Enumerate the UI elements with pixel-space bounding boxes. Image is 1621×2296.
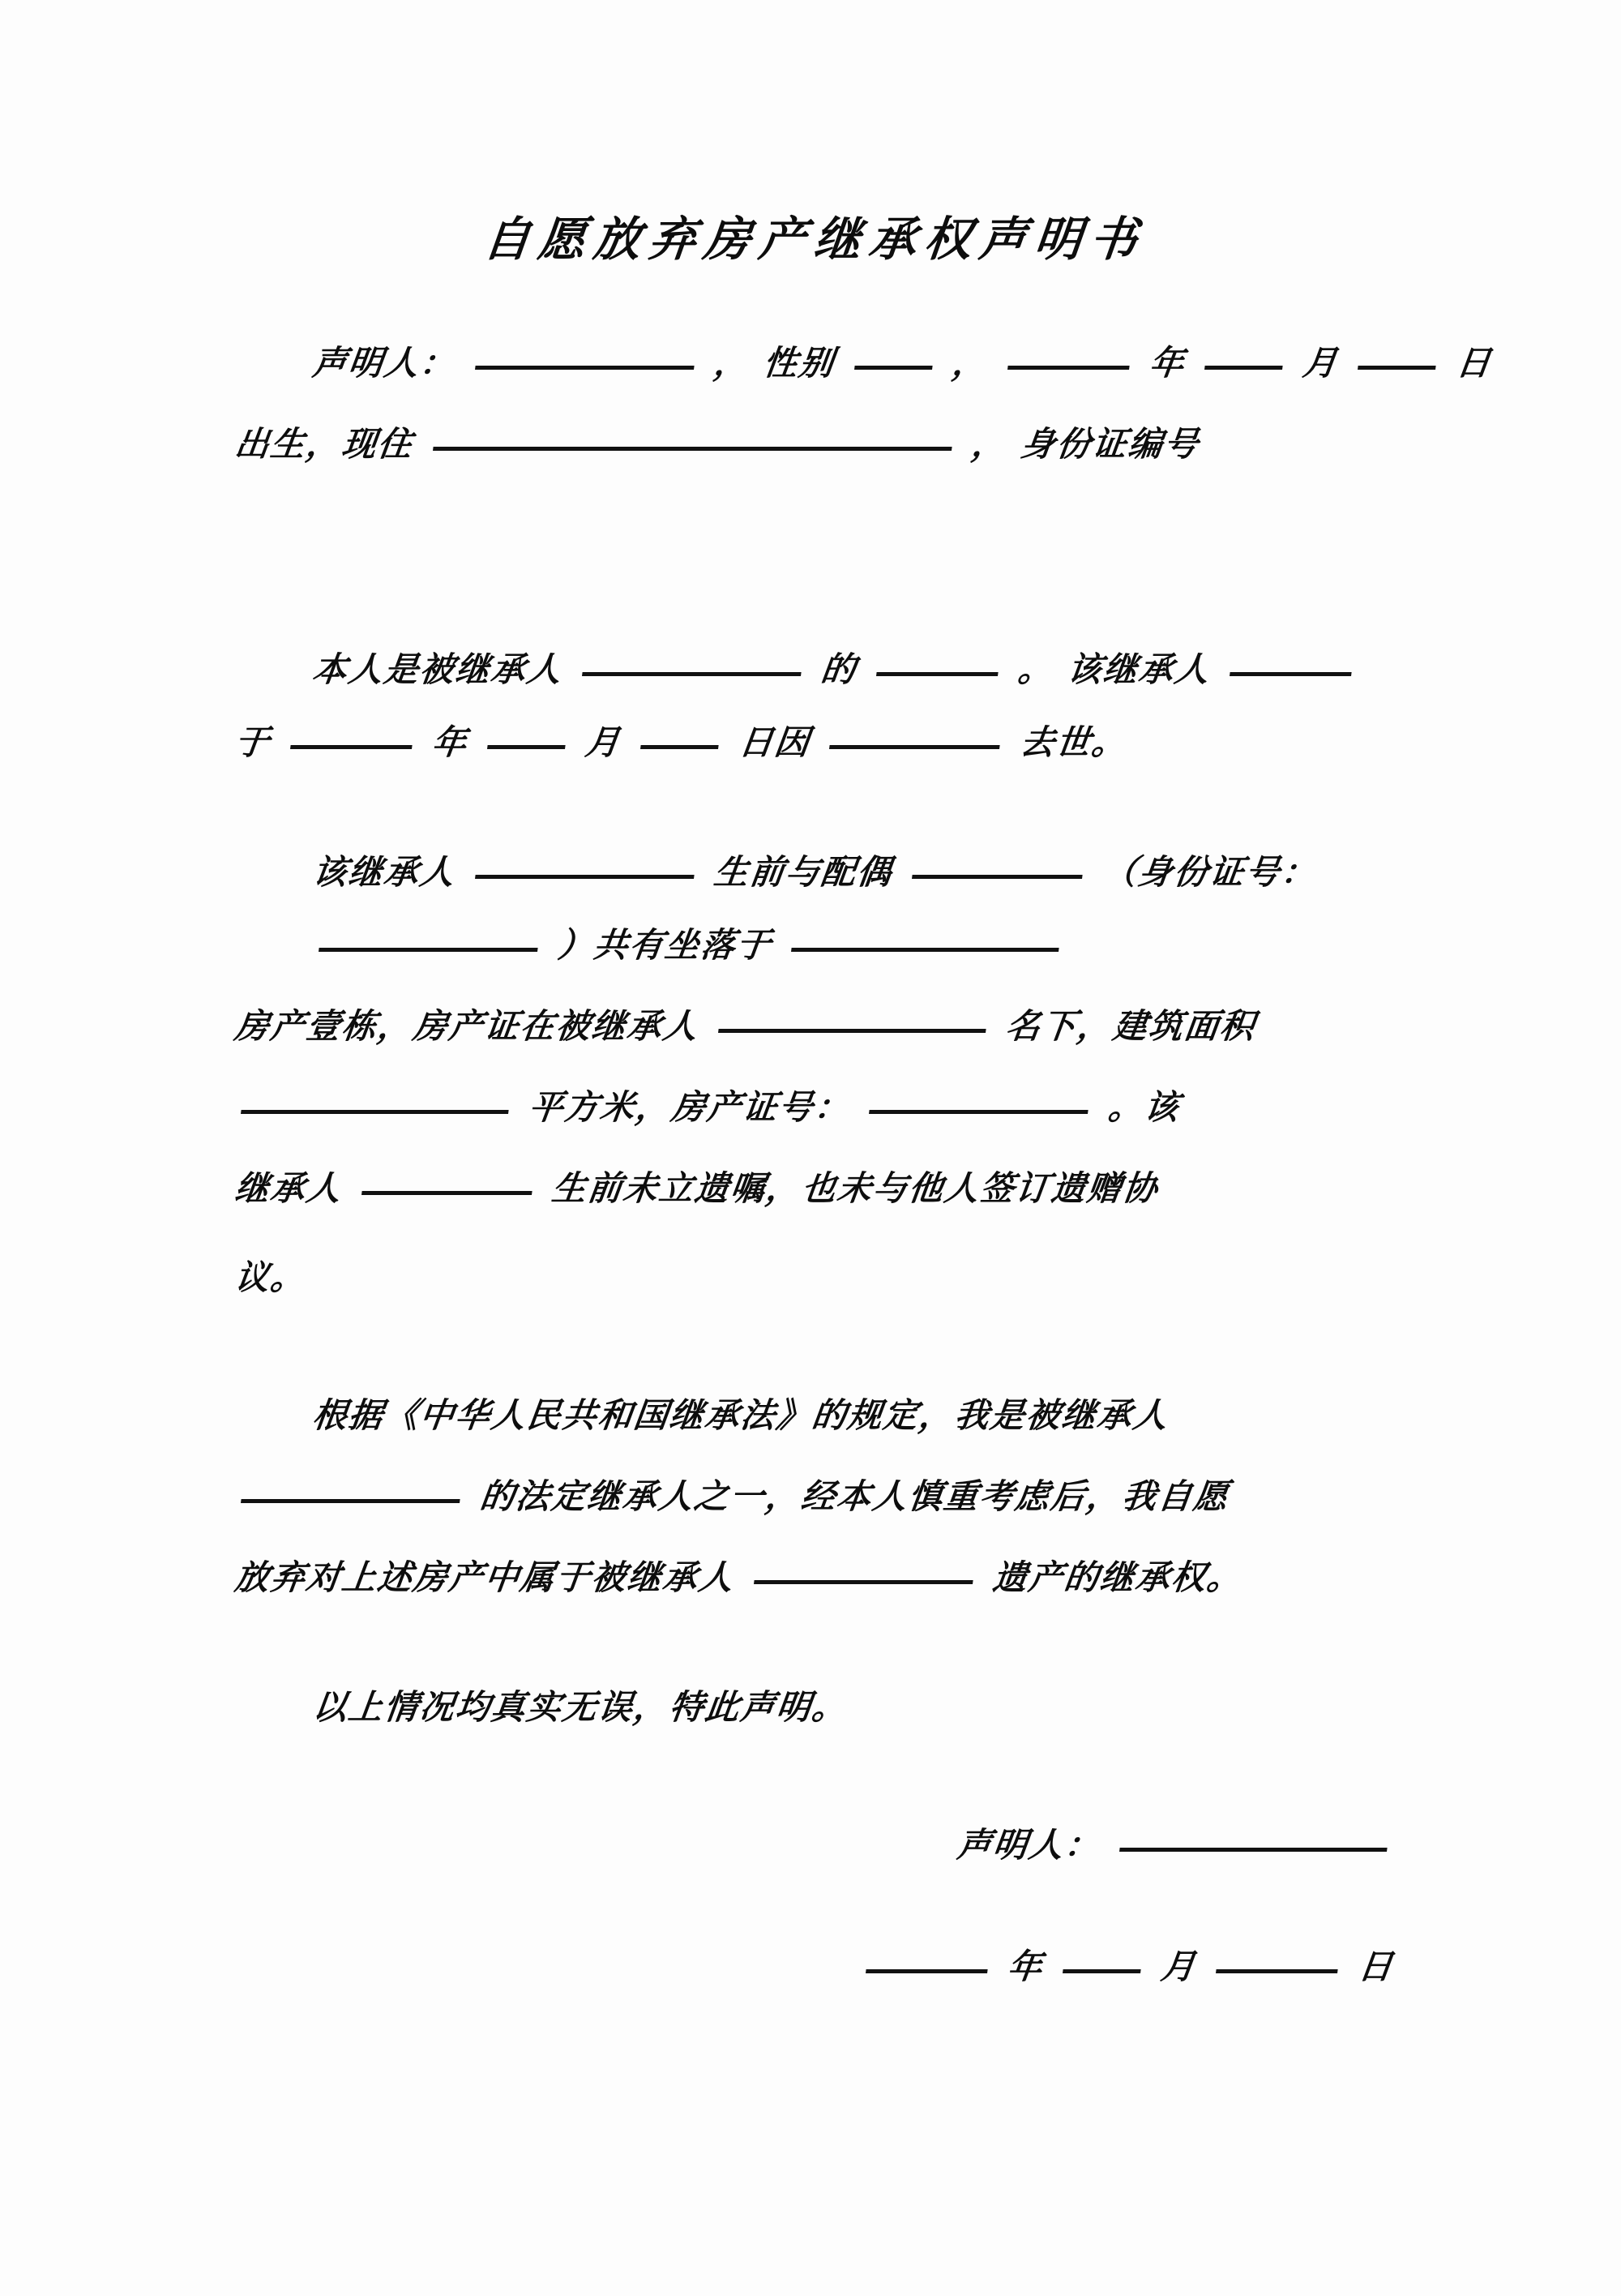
relation-line-2 bbox=[233, 720, 1397, 765]
waiver-prefix-text: 放弃对上述房产中属于被继承人 bbox=[233, 1557, 738, 1597]
property-line-1 bbox=[233, 850, 1475, 895]
sign-year-unit: 年 bbox=[1005, 1947, 1046, 1986]
death-day-unit: 日因 bbox=[736, 722, 813, 762]
birth-month-unit: 月 bbox=[1300, 343, 1341, 383]
death-month-blank[interactable] bbox=[487, 745, 566, 749]
property-line-5 bbox=[233, 1166, 1397, 1211]
period-and-next-word: 。该 bbox=[1106, 1087, 1183, 1127]
death-prefix: 于 bbox=[233, 722, 274, 762]
property-location-blank[interactable] bbox=[791, 948, 1059, 952]
area-unit-and-cert-label: 平方米，房产证号： bbox=[526, 1087, 853, 1127]
gender-label: 性别 bbox=[760, 343, 837, 383]
building-area-blank[interactable] bbox=[241, 1110, 509, 1114]
sign-month-blank[interactable] bbox=[1063, 1969, 1141, 1973]
decedent-name-blank-3[interactable] bbox=[475, 875, 695, 879]
legal-heir-text: 的法定继承人之一，经本人慎重考虑后，我自愿 bbox=[477, 1476, 1232, 1516]
closing-statement bbox=[233, 1685, 1475, 1730]
spouse-id-open-paren: （身份证号： bbox=[1100, 852, 1319, 892]
birth-day-unit: 日 bbox=[1454, 343, 1495, 383]
decedent-name-blank-5[interactable] bbox=[754, 1580, 973, 1584]
birth-month-blank[interactable] bbox=[1204, 366, 1283, 370]
waiver-line-3 bbox=[233, 1555, 1397, 1600]
inheritance-law-text: 根据《中华人民共和国继承法》的规定，我是被继承人 bbox=[310, 1395, 1172, 1435]
comma-after-address: ， bbox=[969, 424, 1011, 464]
particle-de: 的 bbox=[819, 649, 860, 689]
closing-statement-text: 以上情况均真实无误，特此声明。 bbox=[310, 1687, 851, 1727]
waiver-line-1 bbox=[233, 1393, 1475, 1438]
no-will-text: 生前未立遗嘱，也未与他人签订遗赠协 bbox=[550, 1168, 1161, 1208]
decedent-label-2: 该继承人 bbox=[310, 852, 459, 892]
death-year-unit: 年 bbox=[430, 722, 471, 762]
spouse-id-close-paren: ）共有坐落于 bbox=[555, 925, 775, 965]
signature-label: 声明人： bbox=[955, 1825, 1103, 1865]
comma-after-gender: ， bbox=[950, 343, 991, 383]
declarant-line-2 bbox=[233, 422, 1397, 467]
id-number-label: 身份证编号 bbox=[1018, 424, 1202, 464]
property-line-4 bbox=[233, 1085, 1397, 1130]
property-line-6 bbox=[233, 1255, 1397, 1300]
property-line-2 bbox=[233, 923, 1475, 968]
signature-line bbox=[233, 1823, 1430, 1868]
certificate-holder-blank[interactable] bbox=[718, 1029, 986, 1033]
sign-day-blank[interactable] bbox=[1216, 1969, 1338, 1973]
death-suffix: 去世。 bbox=[1018, 722, 1131, 762]
decedent-name-blank-4[interactable] bbox=[241, 1499, 460, 1503]
signature-blank[interactable] bbox=[1119, 1848, 1388, 1852]
declarant-line-1 bbox=[233, 341, 1495, 386]
spouse-name-blank[interactable] bbox=[912, 875, 1083, 879]
death-day-blank[interactable] bbox=[640, 745, 719, 749]
relation-prefix: 本人是被继承人 bbox=[310, 649, 566, 689]
birth-day-blank[interactable] bbox=[1358, 366, 1436, 370]
decedent-name-blank-2[interactable] bbox=[1230, 672, 1352, 676]
spouse-label: 生前与配偶 bbox=[712, 852, 896, 892]
document-body bbox=[233, 0, 1495, 2296]
property-area-label: 名下，建筑面积 bbox=[1003, 1006, 1259, 1046]
agreement-end-text: 议。 bbox=[233, 1257, 310, 1297]
comma-after-name: ， bbox=[712, 343, 753, 383]
page-title: 自愿放弃房产继承权声明书 bbox=[480, 212, 1148, 267]
sign-year-blank[interactable] bbox=[866, 1969, 988, 1973]
declarant-name-blank[interactable] bbox=[475, 366, 695, 370]
decedent-label: 该继承人 bbox=[1065, 649, 1213, 689]
gender-blank[interactable] bbox=[854, 366, 933, 370]
death-year-blank[interactable] bbox=[290, 745, 413, 749]
waiver-suffix-text: 遗产的继承权。 bbox=[990, 1557, 1246, 1597]
heir-label: 继承人 bbox=[233, 1168, 345, 1208]
spouse-id-blank[interactable] bbox=[319, 948, 538, 952]
declarant-label: 声明人： bbox=[310, 343, 459, 383]
signature-date-line bbox=[233, 1944, 1430, 1990]
birth-year-blank[interactable] bbox=[1007, 366, 1130, 370]
relationship-blank[interactable] bbox=[876, 672, 999, 676]
waiver-line-2 bbox=[233, 1474, 1397, 1519]
decedent-name-blank[interactable] bbox=[582, 672, 802, 676]
certificate-number-blank[interactable] bbox=[869, 1110, 1089, 1114]
death-cause-blank[interactable] bbox=[829, 745, 1000, 749]
sign-month-unit: 月 bbox=[1158, 1947, 1200, 1986]
sign-day-unit: 日 bbox=[1356, 1947, 1397, 1986]
born-address-label: 出生，现住 bbox=[233, 424, 417, 464]
address-blank[interactable] bbox=[433, 447, 952, 451]
property-house-label: 房产壹栋，房产证在被继承人 bbox=[233, 1006, 702, 1046]
relation-line-1 bbox=[233, 647, 1475, 692]
death-month-unit: 月 bbox=[583, 722, 624, 762]
birth-year-unit: 年 bbox=[1147, 343, 1188, 383]
period-after-relationship: 。 bbox=[1016, 649, 1057, 689]
property-line-3 bbox=[233, 1004, 1397, 1049]
heir-name-blank[interactable] bbox=[361, 1191, 532, 1195]
